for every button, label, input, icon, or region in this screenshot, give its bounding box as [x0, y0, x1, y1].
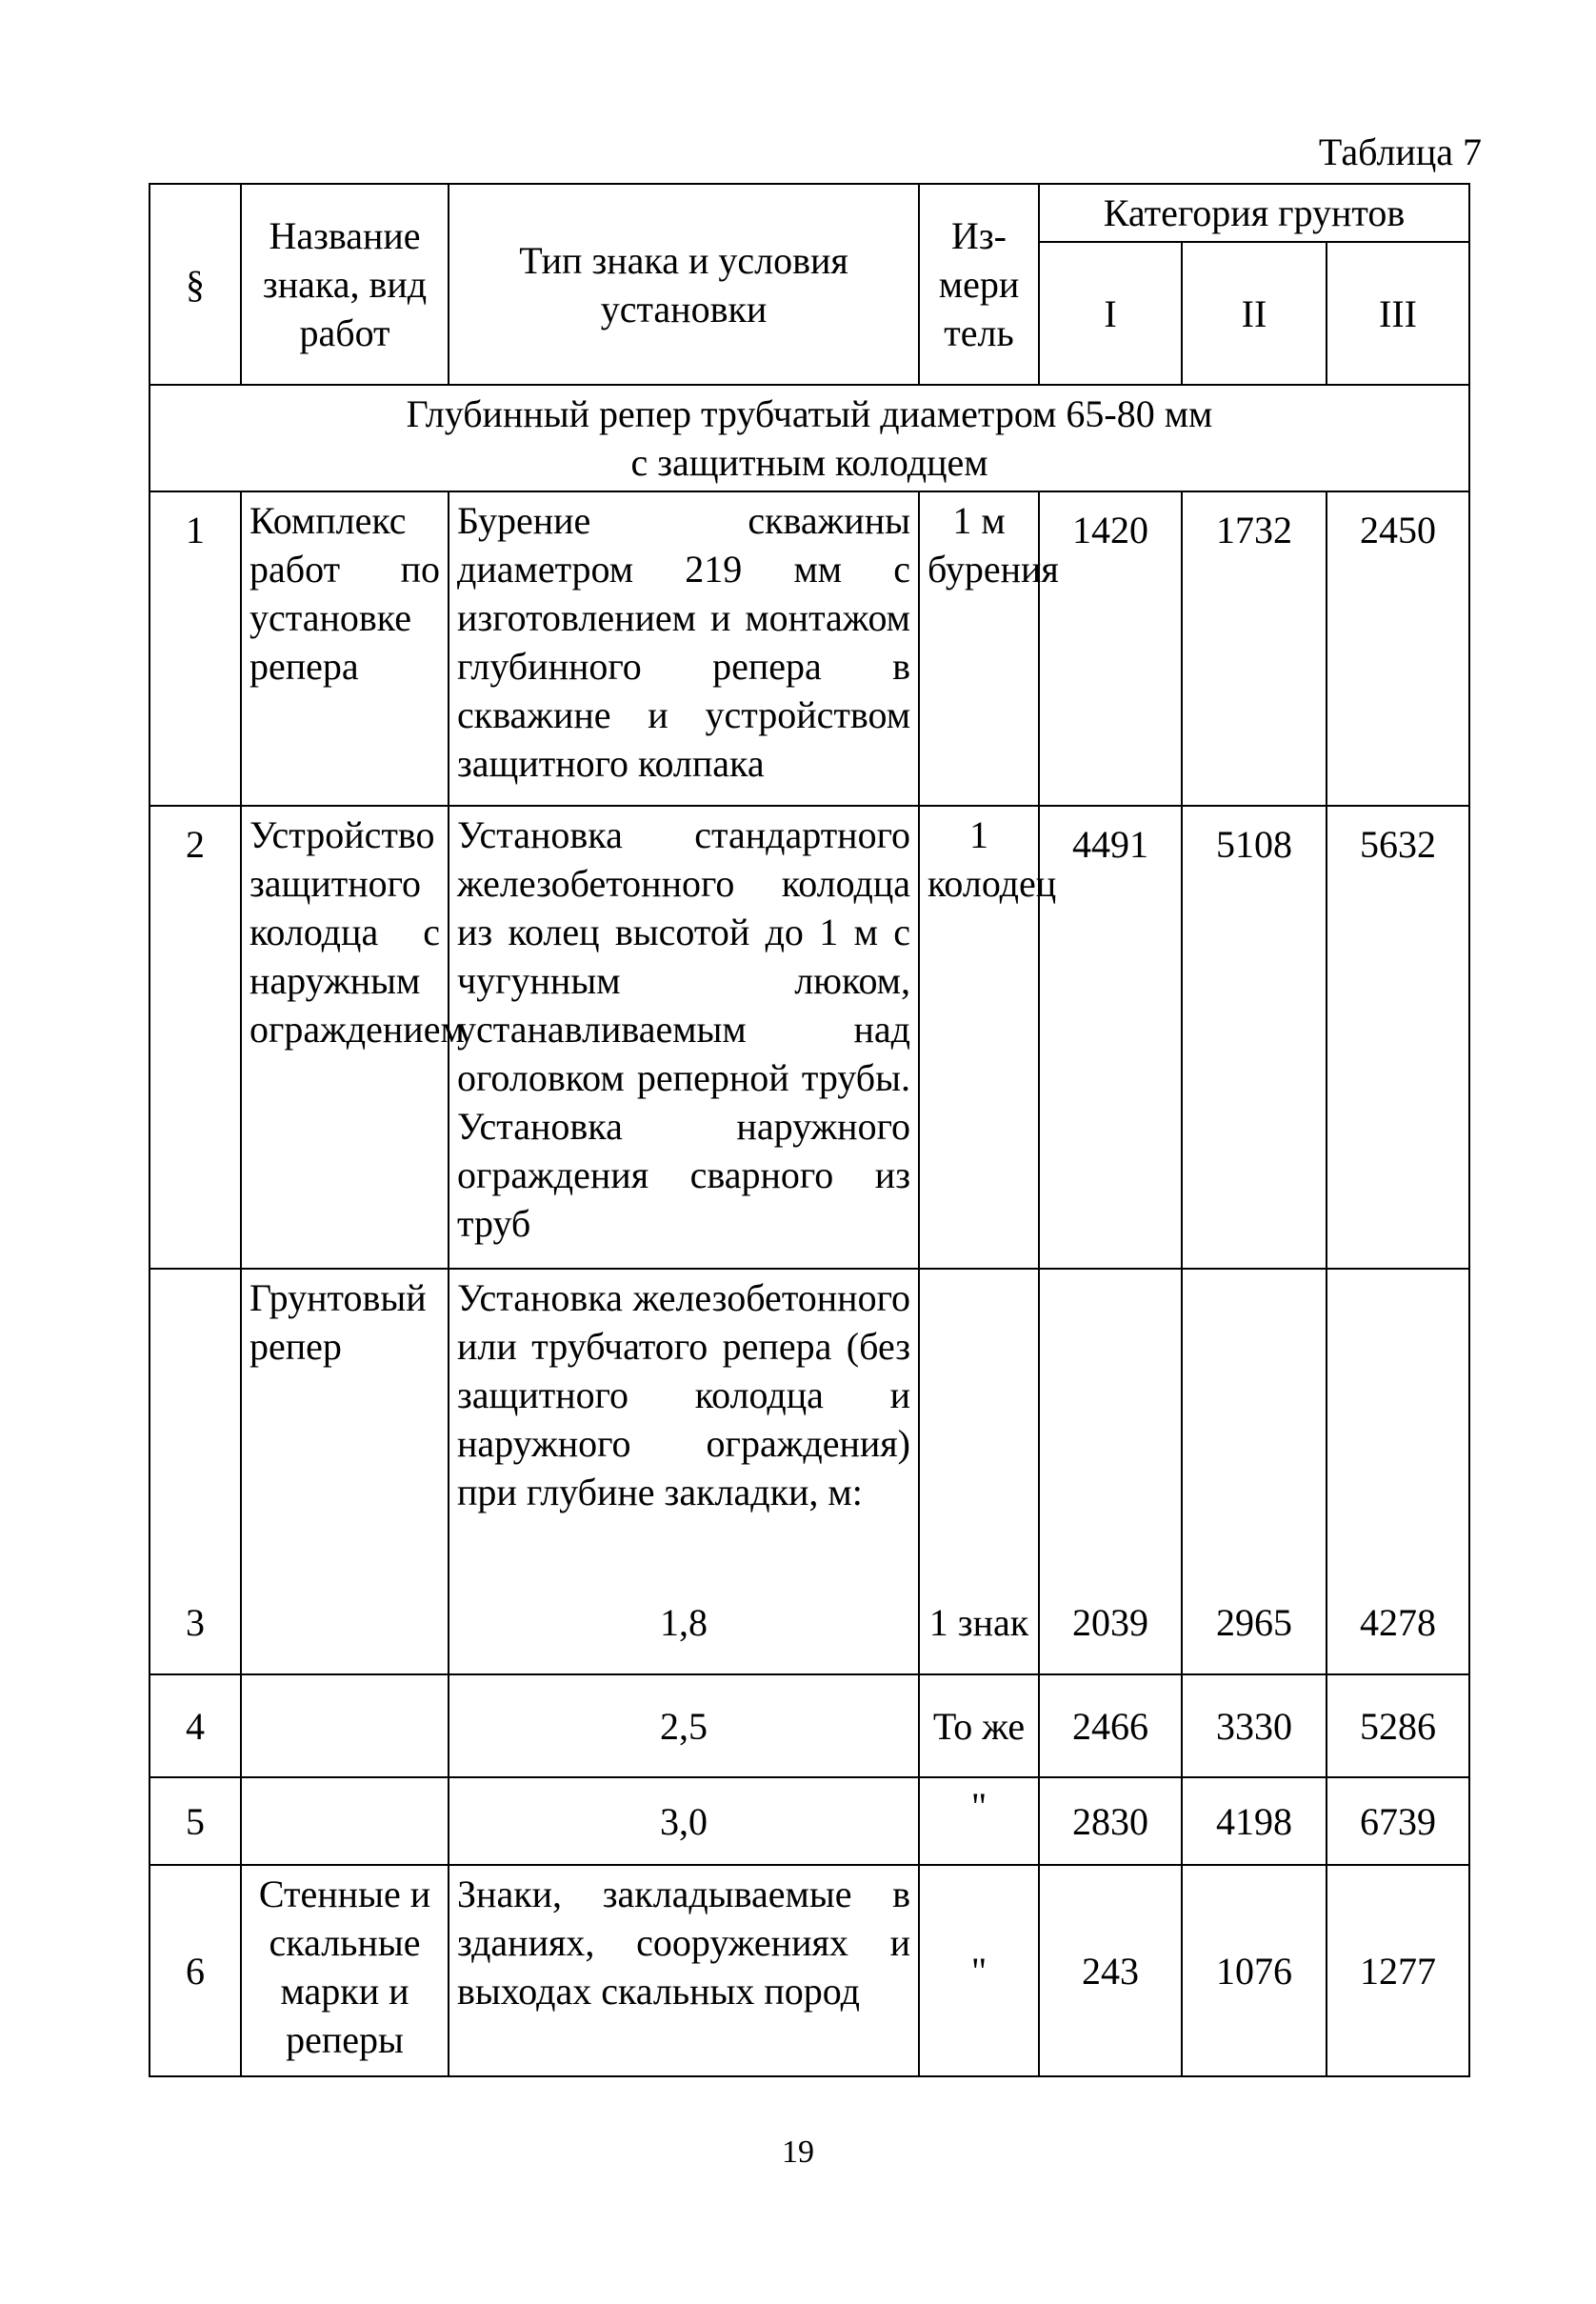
row-value-cat1: 2039 — [1039, 1572, 1182, 1674]
row-value-cat3: 1277 — [1327, 1865, 1469, 2076]
row-value-cat2: 3330 — [1182, 1674, 1327, 1777]
row-value-cat2: 1076 — [1182, 1865, 1327, 2076]
row-value-cat1: 2466 — [1039, 1674, 1182, 1777]
row-number: 2 — [150, 806, 241, 1269]
header-cat-2: II — [1182, 242, 1327, 385]
section-line-2: с защитным колодцем — [630, 441, 988, 484]
row-value-cat3: 6739 — [1327, 1777, 1469, 1865]
row-value-cat3: 4278 — [1327, 1572, 1469, 1674]
row-unit: 1 м бурения — [919, 491, 1039, 806]
row-unit-empty — [919, 1269, 1039, 1572]
row-value-cat1: 2830 — [1039, 1777, 1182, 1865]
row-value-cat3: 2450 — [1327, 491, 1469, 806]
row-name-empty — [241, 1674, 449, 1777]
row-type: Установка железобетонного или трубчатого репера (без защитного колодца и наружного ограждения) при глубине закладки, м: — [449, 1269, 919, 1572]
row-name-empty — [241, 1777, 449, 1865]
table-row — [150, 1865, 1469, 2076]
row-type: Установка стандартного железобетонного колодца из колец высотой до 1 м с чугунным люком, устанавливаемым над оголовком реперной трубы. Установка наружного ограждения сварного из труб — [449, 806, 919, 1269]
row-value-cat3: 5286 — [1327, 1674, 1469, 1777]
row-type: Знаки, закладываемые в зданиях, сооружениях и выходах скальных пород — [449, 1865, 919, 2076]
header-category: Категория грунтов — [1039, 184, 1469, 242]
row-depth: 1,8 — [449, 1572, 919, 1674]
row-name: Устройство защитного колодца с наружным ограждением — [241, 806, 449, 1269]
section-line-1: Глубинный репер трубчатый диаметром 65-80 мм — [406, 392, 1213, 435]
row-name: Стенные и скальные марки и реперы — [241, 1865, 449, 2076]
row-depth: 2,5 — [449, 1674, 919, 1777]
header-cat-1: I — [1039, 242, 1182, 385]
row-value-empty — [1327, 1269, 1469, 1572]
row-value-cat2: 4198 — [1182, 1777, 1327, 1865]
row-value-cat2: 2965 — [1182, 1572, 1327, 1674]
row-number: 1 — [150, 491, 241, 806]
row-name: Грунтовый репер — [241, 1269, 449, 1572]
row-name-empty — [241, 1572, 449, 1674]
header-paragraph: § — [150, 184, 241, 385]
row-unit: " — [919, 1865, 1039, 2076]
row-number: 6 — [150, 1865, 241, 2076]
section-title — [150, 385, 1469, 491]
row-value-cat2: 5108 — [1182, 806, 1327, 1269]
header-type: Тип знака и условия установки — [449, 184, 919, 385]
row-unit: 1 знак — [919, 1572, 1039, 1674]
row-name: Комплекс работ по установке репера — [241, 491, 449, 806]
row-value-empty — [1039, 1269, 1182, 1572]
row-number-empty — [150, 1269, 241, 1572]
table-wrapper — [149, 183, 1468, 2077]
row-unit: " — [919, 1777, 1039, 1865]
page-number: 19 — [782, 2134, 814, 2170]
table-row — [150, 1674, 1469, 1777]
row-unit: 1 колодец — [919, 806, 1039, 1269]
row-number: 3 — [150, 1572, 241, 1674]
table-row — [150, 491, 1469, 806]
table-caption: Таблица 7 — [1318, 130, 1482, 173]
row-value-cat1: 4491 — [1039, 806, 1182, 1269]
table-row-group-head — [150, 1269, 1469, 1572]
row-number: 4 — [150, 1674, 241, 1777]
table-row — [150, 1777, 1469, 1865]
table-row — [150, 1572, 1469, 1674]
row-type: Бурение скважины диаметром 219 мм с изготовлением и монтажом глубинного репера в скважине и устройством защитного колпака — [449, 491, 919, 806]
row-number: 5 — [150, 1777, 241, 1865]
table-row — [150, 806, 1469, 1269]
row-unit: То же — [919, 1674, 1039, 1777]
header-unit: Из-мери тель — [919, 184, 1039, 385]
row-value-cat1: 243 — [1039, 1865, 1182, 2076]
header-row — [150, 184, 1469, 242]
row-value-cat1: 1420 — [1039, 491, 1182, 806]
section-row — [150, 385, 1469, 491]
row-value-cat2: 1732 — [1182, 491, 1327, 806]
row-value-cat3: 5632 — [1327, 806, 1469, 1269]
header-name: Название знака, вид работ — [241, 184, 449, 385]
row-value-empty — [1182, 1269, 1327, 1572]
row-depth: 3,0 — [449, 1777, 919, 1865]
cost-table — [149, 183, 1470, 2077]
header-cat-3: III — [1327, 242, 1469, 385]
